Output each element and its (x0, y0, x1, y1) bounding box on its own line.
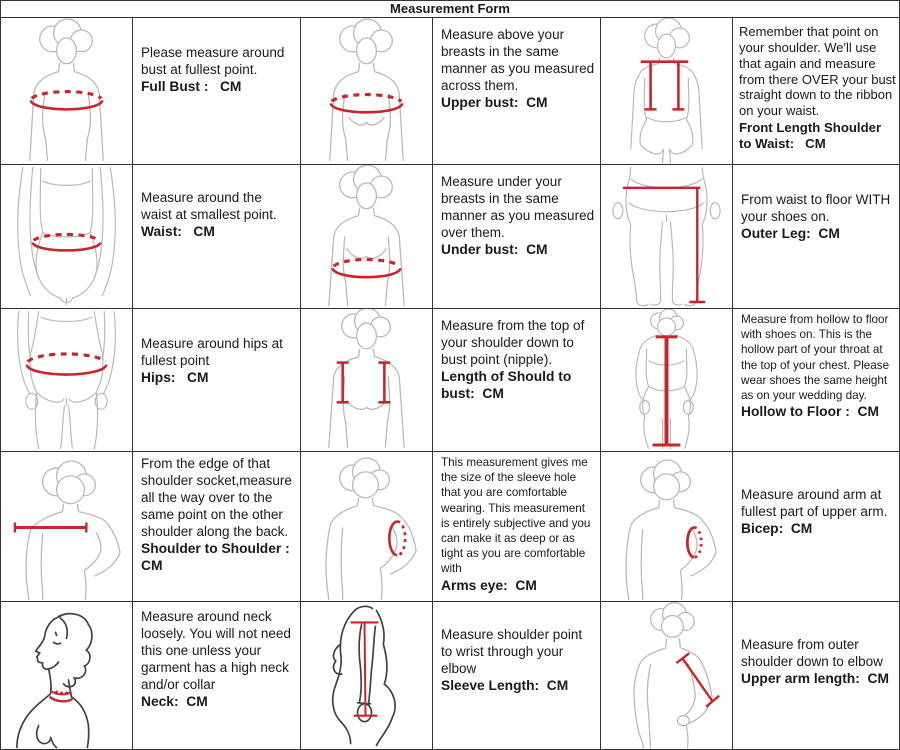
cell-figure-hips (1, 309, 133, 452)
cell-text-bicep (733, 452, 899, 602)
measurement-label: Arms eye: CM (441, 577, 537, 593)
cell-figure-hollow-to-floor (601, 309, 733, 452)
measurement-description: Measure around neck loosely. You will not need this one unless your garment has a high neck and/or collar (141, 609, 291, 692)
measurement-label: Length of Should to bust: CM (441, 369, 576, 402)
cell-text-front-length (733, 18, 899, 165)
figure-bicep (601, 452, 732, 601)
measurement-description: This measurement gives me the size of the sleeve hole that you are comfortable wearing. This measurement is entirely subjective and you can make it as deep or as tight as you are comfortable with (441, 456, 591, 576)
measurement-label: Bicep: CM (741, 521, 813, 536)
cell-text-upper-arm-length (733, 602, 899, 749)
figure-upper-arm-length (601, 602, 732, 749)
measurement-label: Sleeve Length: CM (441, 678, 569, 693)
measurement-label: Full Bust : CM (141, 79, 242, 94)
cell-figure-upper-bust (301, 18, 433, 165)
cell-text-shoulder-to-bust (433, 309, 601, 452)
measurement-description: Please measure around bust at fullest point. (141, 45, 285, 77)
measurement-label: Upper bust: CM (441, 95, 548, 110)
measurement-label: Upper arm length: CM (741, 671, 889, 686)
measurement-label: Hollow to Floor : CM (741, 404, 879, 420)
figure-shoulder-to-bust (301, 309, 432, 451)
cell-text-hollow-to-floor (733, 309, 899, 452)
measurement-description: From waist to floor WITH your shoes on. (741, 192, 891, 224)
cell-figure-full-bust (1, 18, 133, 165)
cell-figure-bicep (601, 452, 733, 602)
figure-neck (1, 602, 132, 749)
measurement-description: Measure under your breasts in the same manner as you measured over them. (441, 174, 595, 240)
cell-figure-front-length (601, 18, 733, 165)
measurement-label: Front Length Shoulder to Waist: CM (739, 120, 885, 152)
cell-figure-upper-arm-length (601, 602, 733, 749)
measurement-description: Measure around arm at fullest part of upper arm. (741, 487, 888, 519)
figure-outer-leg (601, 165, 732, 308)
measurement-description: Measure above your breasts in the same manner as you measured across them. (441, 27, 595, 93)
cell-text-neck (133, 602, 301, 749)
cell-text-under-bust (433, 165, 601, 309)
cell-text-sleeve-length (433, 602, 601, 749)
measurement-description: Measure around the waist at smallest point. (141, 190, 277, 222)
figure-hips (1, 309, 132, 451)
measurement-label: Waist: CM (141, 224, 215, 239)
measurement-description: Measure from outer shoulder down to elbow (741, 637, 883, 669)
cell-text-shoulder-to-shoulder (133, 452, 301, 602)
cell-figure-outer-leg (601, 165, 733, 309)
measurement-description: Measure from the top of your shoulder down to bust point (nipple). (441, 318, 585, 367)
measurement-label: Outer Leg: CM (741, 226, 840, 241)
figure-waist (1, 165, 132, 308)
cell-figure-arms-eye (301, 452, 433, 602)
cell-text-outer-leg (733, 165, 899, 309)
figure-front-length-shoulder-to-waist (601, 18, 732, 164)
cell-figure-sleeve-length (301, 602, 433, 749)
cell-text-upper-bust (433, 18, 601, 165)
measurement-description: Measure around hips at fullest point (141, 336, 283, 368)
cell-figure-neck (1, 602, 133, 749)
measurement-label: Hips: CM (141, 370, 209, 385)
cell-figure-under-bust (301, 165, 433, 309)
cell-figure-waist (1, 165, 133, 309)
figure-under-bust (301, 165, 432, 308)
measurement-label: Shoulder to Shoulder : CM (141, 541, 294, 574)
measurement-description: Measure from hollow to floor with shoes on. This is the hollow part of your throat at the top of your chest. Please wear shoes the same height as on your wedding day. (741, 313, 890, 403)
measurement-description: Remember that point on your shoulder. We'll use that again and measure from there OVER your bust straight down to the ribbon on your waist. (739, 24, 896, 119)
cell-text-hips (133, 309, 301, 452)
figure-upper-bust (301, 18, 432, 164)
cell-figure-shoulder-to-bust (301, 309, 433, 452)
cell-text-arms-eye (433, 452, 601, 602)
cell-text-waist (133, 165, 301, 309)
figure-shoulder-to-shoulder (1, 452, 132, 601)
page-title: Measurement Form (1, 1, 899, 18)
cell-text-full-bust (133, 18, 301, 165)
measurement-description: From the edge of that shoulder socket,measure all the way over to the same point on the other shoulder along the back. (141, 456, 292, 539)
figure-hollow-to-floor (601, 309, 732, 451)
measurement-description: Measure shoulder point to wrist through your elbow (441, 627, 583, 676)
cell-figure-shoulder-to-shoulder (1, 452, 133, 602)
figure-sleeve-length (301, 602, 432, 749)
figure-arms-eye (301, 452, 432, 601)
figure-full-bust (1, 18, 132, 164)
measurement-label: Under bust: CM (441, 242, 548, 257)
measurement-label: Neck: CM (141, 694, 208, 709)
